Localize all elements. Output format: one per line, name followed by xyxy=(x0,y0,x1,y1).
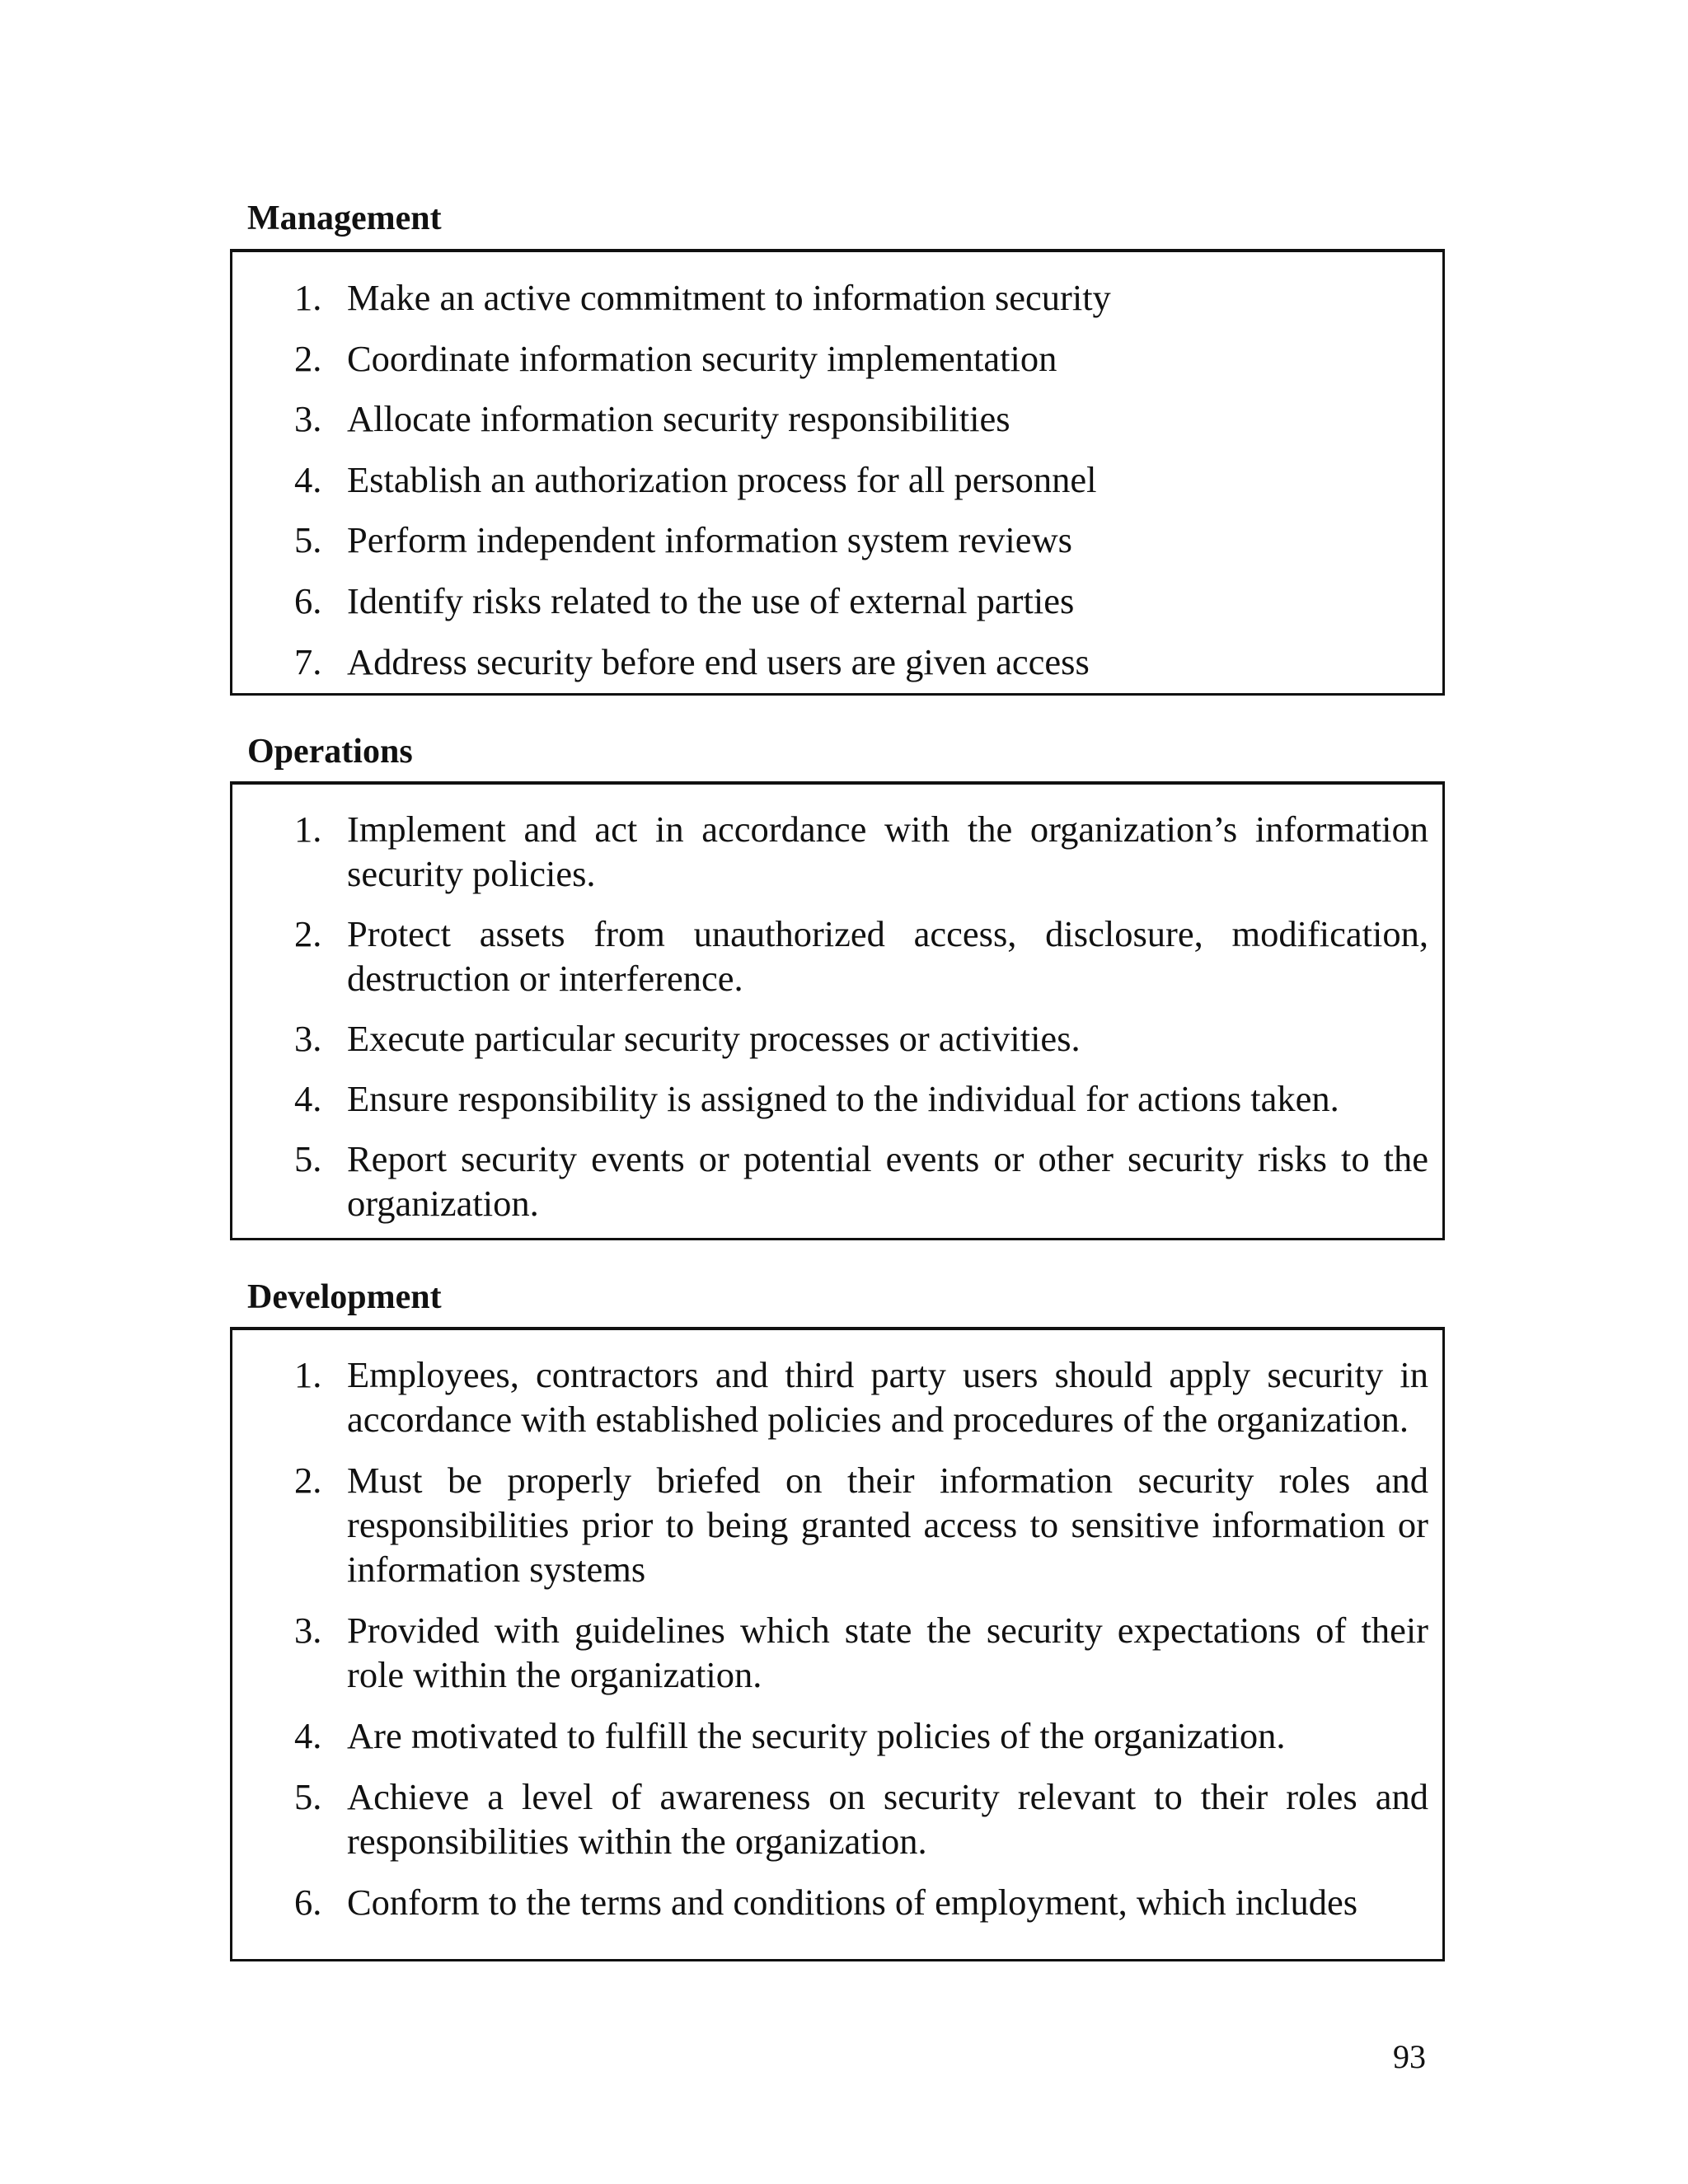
list-item xyxy=(232,396,1442,441)
list-item xyxy=(232,275,1442,320)
item-number: 7. xyxy=(294,640,322,682)
item-text: Address security before end users are given access xyxy=(347,640,1090,682)
operations-box xyxy=(230,781,1445,1240)
page-number: 93 xyxy=(1393,2038,1426,2075)
management-list xyxy=(232,275,1442,684)
item-text: Implement and act in accordance with the organization’s information security policies. xyxy=(347,808,1428,894)
item-text: Protect assets from unauthorized access, disclosure, modification, destruction or interference. xyxy=(347,913,1428,999)
item-text: Execute particular security processes or activities. xyxy=(347,1018,1081,1059)
item-text: Identify risks related to the use of external parties xyxy=(347,579,1075,621)
item-number: 4. xyxy=(294,458,322,500)
list-item xyxy=(232,1713,1442,1758)
item-text: Must be properly briefed on their information security roles and responsibilities prior to being granted access to sensitive information or information systems xyxy=(347,1460,1428,1590)
operations-list xyxy=(232,807,1442,1226)
item-number: 5. xyxy=(294,1138,322,1179)
item-number: 3. xyxy=(294,1610,322,1651)
list-item xyxy=(232,1016,1442,1061)
section-heading-management: Management xyxy=(247,199,442,237)
item-text: Perform independent information system reviews xyxy=(347,519,1072,561)
list-item xyxy=(232,579,1442,623)
item-number: 3. xyxy=(294,1018,322,1059)
item-text: Make an active commitment to information security xyxy=(347,277,1111,318)
development-box xyxy=(230,1327,1445,1961)
item-number: 5. xyxy=(294,519,322,561)
list-item xyxy=(232,457,1442,502)
item-text: Report security events or potential events or other security risks to the organization. xyxy=(347,1138,1428,1224)
list-item xyxy=(232,1352,1442,1441)
item-number: 4. xyxy=(294,1078,322,1119)
list-item xyxy=(232,1880,1442,1924)
list-item xyxy=(232,1458,1442,1591)
item-number: 2. xyxy=(294,1460,322,1501)
section-heading-operations: Operations xyxy=(247,733,413,771)
list-item xyxy=(232,1137,1442,1226)
item-number: 2. xyxy=(294,913,322,954)
item-text: Achieve a level of awareness on security relevant to their roles and responsibilities within the organization. xyxy=(347,1776,1428,1862)
development-list xyxy=(232,1352,1442,1924)
item-text: Allocate information security responsibilities xyxy=(347,398,1010,440)
list-item xyxy=(232,1608,1442,1697)
item-number: 2. xyxy=(294,337,322,379)
item-number: 1. xyxy=(294,277,322,318)
list-item xyxy=(232,1774,1442,1863)
list-item xyxy=(232,640,1442,684)
item-text: Are motivated to fulfill the security policies of the organization. xyxy=(347,1715,1286,1756)
item-number: 4. xyxy=(294,1715,322,1756)
item-text: Conform to the terms and conditions of employment, which includes xyxy=(347,1882,1358,1923)
item-number: 5. xyxy=(294,1776,322,1817)
list-item xyxy=(232,336,1442,381)
list-item xyxy=(232,807,1442,896)
item-text: Establish an authorization process for all personnel xyxy=(347,458,1097,500)
list-item xyxy=(232,518,1442,562)
list-item xyxy=(232,912,1442,1001)
item-number: 6. xyxy=(294,1882,322,1923)
section-heading-development: Development xyxy=(247,1278,442,1316)
item-text: Ensure responsibility is assigned to the individual for actions taken. xyxy=(347,1078,1339,1119)
item-text: Provided with guidelines which state the security expectations of their role within the organization. xyxy=(347,1610,1428,1695)
item-number: 6. xyxy=(294,579,322,621)
item-number: 1. xyxy=(294,808,322,850)
item-text: Coordinate information security implementation xyxy=(347,337,1057,379)
item-number: 3. xyxy=(294,398,322,440)
item-number: 1. xyxy=(294,1354,322,1395)
management-box xyxy=(230,249,1445,696)
list-item xyxy=(232,1076,1442,1121)
item-text: Employees, contractors and third party users should apply security in accordance with established policies and procedures of the organization. xyxy=(347,1354,1428,1440)
